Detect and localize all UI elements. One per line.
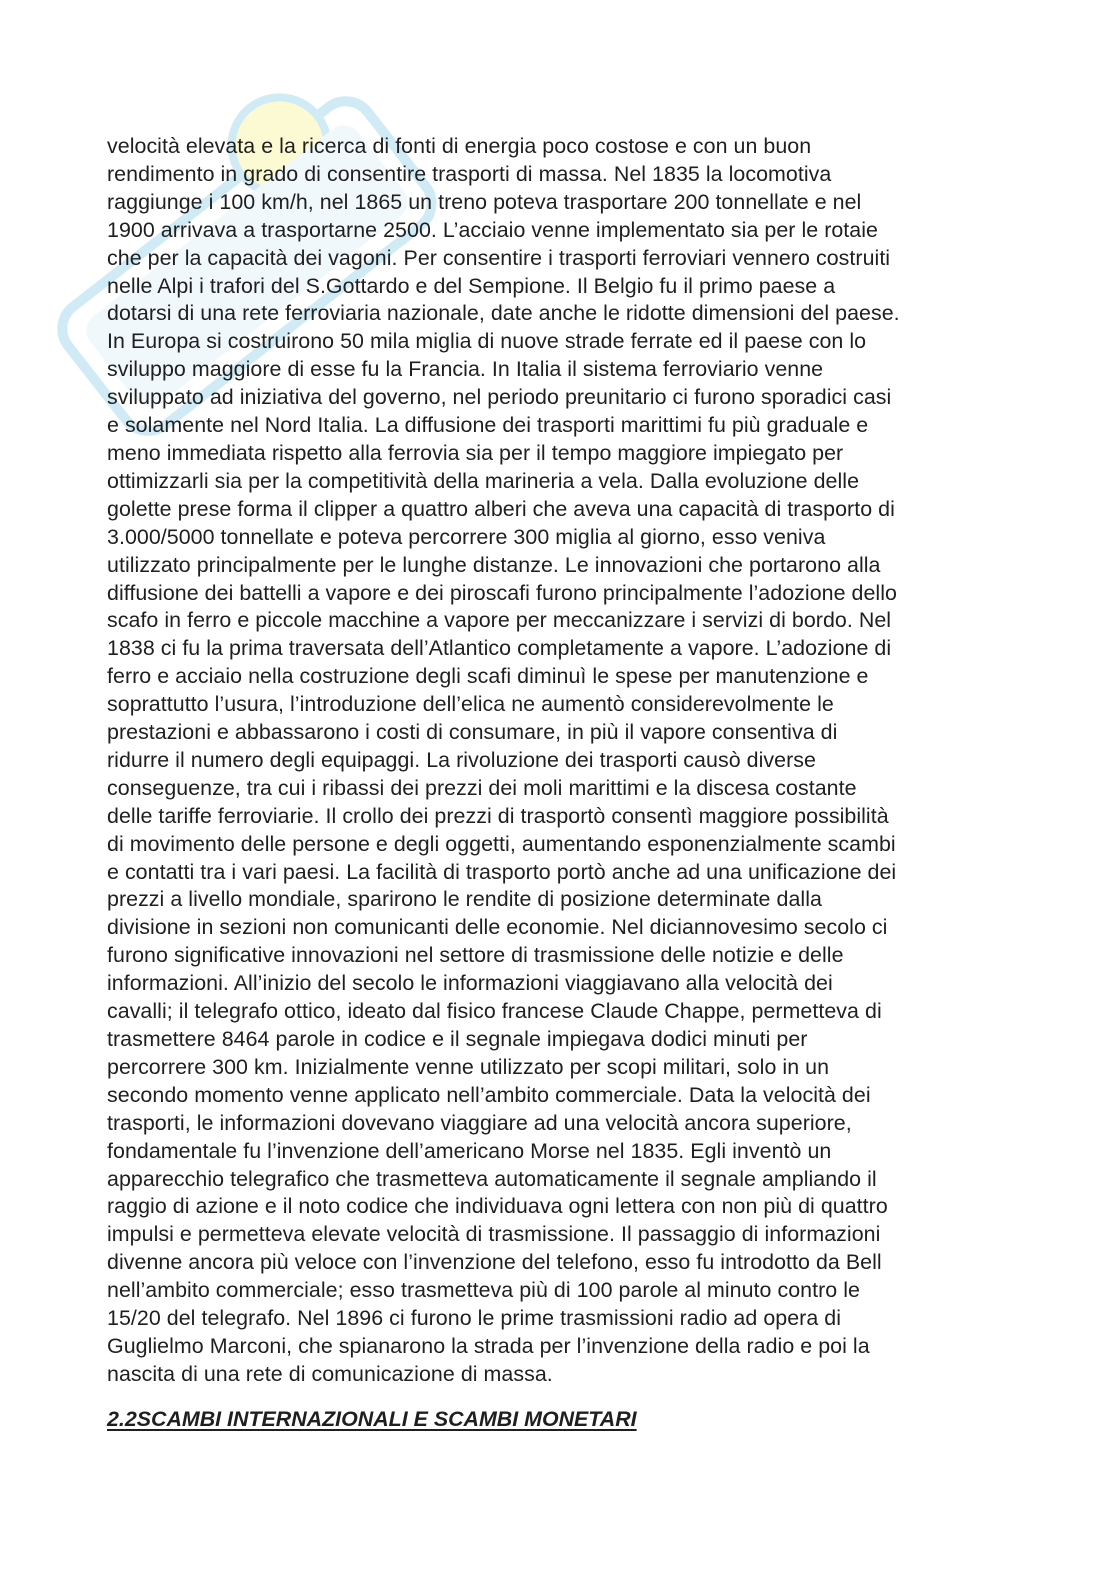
text-line: scafo in ferro e piccole macchine a vapore per meccanizzare i servizi di bordo. Nel: [107, 608, 892, 633]
text-line: apparecchio telegrafico che trasmetteva automaticamente il segnale ampliando il: [107, 1166, 877, 1191]
text-line: nelle Alpi i trafori del S.Gottardo e del Sempione. Il Belgio fu il primo paese a: [107, 273, 836, 298]
text-line: delle tariffe ferroviarie. Il crollo dei prezzi di trasportò consentì maggiore possibilità: [107, 803, 889, 828]
text-line: dotarsi di una rete ferroviaria nazionale, date anche le ridotte dimensioni del paese.: [107, 301, 900, 326]
text-line: divenne ancora più veloce con l’invenzione del telefono, esso fu introdotto da Bell: [107, 1250, 882, 1275]
text-line: velocità elevata e la ricerca di fonti di energia poco costose e con un buon: [107, 134, 812, 158]
text-line: e contatti tra i vari paesi. La facilità di trasporto portò anche ad una unificazione dei: [107, 859, 897, 884]
text-line: cavalli; il telegrafo ottico, ideato dal fisico francese Claude Chappe, permetteva di: [107, 999, 882, 1024]
text-line: informazioni. All’inizio del secolo le informazioni viaggiavano alla velocità dei: [107, 971, 833, 996]
text-line: nascita di una rete di comunicazione di massa.: [107, 1361, 553, 1386]
text-line: sviluppato ad iniziativa del governo, nel periodo preunitario ci furono sporadici casi: [107, 385, 892, 410]
text-line: impulsi e permetteva elevate velocità di trasmissione. Il passaggio di informazioni: [107, 1222, 881, 1247]
text-line: trasporti, le informazioni dovevano viaggiare ad una velocità ancora superiore,: [107, 1110, 852, 1135]
section-heading: 2.2SCAMBI INTERNAZIONALI E SCAMBI MONETARI: [107, 1407, 637, 1431]
text-line: prestazioni e abbassarono i costi di consumare, in più il vapore consentiva di: [107, 720, 838, 745]
text-line: ferro e acciaio nella costruzione degli scafi diminuì le spese per manutenzione e: [107, 664, 869, 689]
text-line: secondo momento venne applicato nell’ambito commerciale. Data la velocità dei: [107, 1082, 871, 1107]
text-line: trasmettere 8464 parole in codice e il segnale impiegava dodici minuti per: [107, 1027, 808, 1051]
text-line: 3.000/5000 tonnellate e poteva percorrere 300 miglia al giorno, esso veniva: [107, 524, 826, 549]
text-line: golette prese forma il clipper a quattro alberi che aveva una capacità di trasporto di: [107, 496, 895, 521]
text-line: prezzi a livello mondiale, sparirono le rendite di posizione determinate dalla: [107, 887, 822, 912]
text-line: furono significative innovazioni nel settore di trasmissione delle notizie e delle: [107, 943, 844, 968]
text-line: nell’ambito commerciale; esso trasmetteva più di 100 parole al minuto contro le: [107, 1278, 860, 1303]
text-line: raggiunge i 100 km/h, nel 1865 un treno poteva trasportare 200 tonnellate e nel: [107, 189, 862, 214]
text-line: Guglielmo Marconi, che spianarono la strada per l’invenzione della radio e poi la: [107, 1333, 870, 1358]
text-line: raggio di azione e il noto codice che individuava ogni lettera con non più di quattro: [107, 1194, 888, 1219]
text-line: conseguenze, tra cui i ribassi dei prezzi dei moli marittimi e la discesa costante: [107, 775, 857, 800]
text-line: 1838 ci fu la prima traversata dell’Atlantico completamente a vapore. L’adozione di: [107, 636, 892, 661]
text-line: 1900 arrivava a trasportarne 2500. L’acciaio venne implementato sia per le rotaie: [107, 217, 878, 242]
text-line: di movimento delle persone e degli oggetti, aumentando esponenzialmente scambi: [107, 831, 896, 856]
text-line: sviluppo maggiore di esse fu la Francia. In Italia il sistema ferroviario venne: [107, 357, 824, 382]
text-line: diffusione dei battelli a vapore e dei piroscafi furono principalmente l’adozione dello: [107, 580, 897, 605]
body-paragraph: [107, 133, 1007, 1389]
text-line: meno immediata rispetto alla ferrovia sia per il tempo maggiore impiegato per: [107, 440, 844, 465]
text-line: ridurre il numero degli equipaggi. La rivoluzione dei trasporti causò diverse: [107, 747, 816, 772]
text-line: rendimento in grado di consentire trasporti di massa. Nel 1835 la locomotiva: [107, 161, 832, 186]
text-line: utilizzato principalmente per le lunghe distanze. Le innovazioni che portarono alla: [107, 552, 881, 577]
text-line: 15/20 del telegrafo. Nel 1896 ci furono le prime trasmissioni radio ad opera di: [107, 1306, 842, 1331]
text-line: percorrere 300 km. Inizialmente venne utilizzato per scopi militari, solo in un: [107, 1054, 830, 1079]
text-line: ottimizzarli sia per la competitività della marineria a vela. Dalla evoluzione delle: [107, 468, 860, 493]
text-line: soprattutto l’usura, l’introduzione dell’elica ne aumentò considerevolmente le: [107, 692, 834, 717]
text-line: fondamentale fu l’invenzione dell’americano Morse nel 1835. Egli inventò un: [107, 1138, 832, 1163]
text-line: che per la capacità dei vagoni. Per consentire i trasporti ferroviari vennero costruiti: [107, 245, 891, 270]
text-line: e solamente nel Nord Italia. La diffusione dei trasporti marittimi fu più graduale e: [107, 413, 869, 438]
text-line: divisione in sezioni non comunicanti delle economie. Nel diciannovesimo secolo ci: [107, 915, 888, 940]
text-line: In Europa si costruirono 50 mila miglia di nuove strade ferrate ed il paese con lo: [107, 329, 867, 354]
